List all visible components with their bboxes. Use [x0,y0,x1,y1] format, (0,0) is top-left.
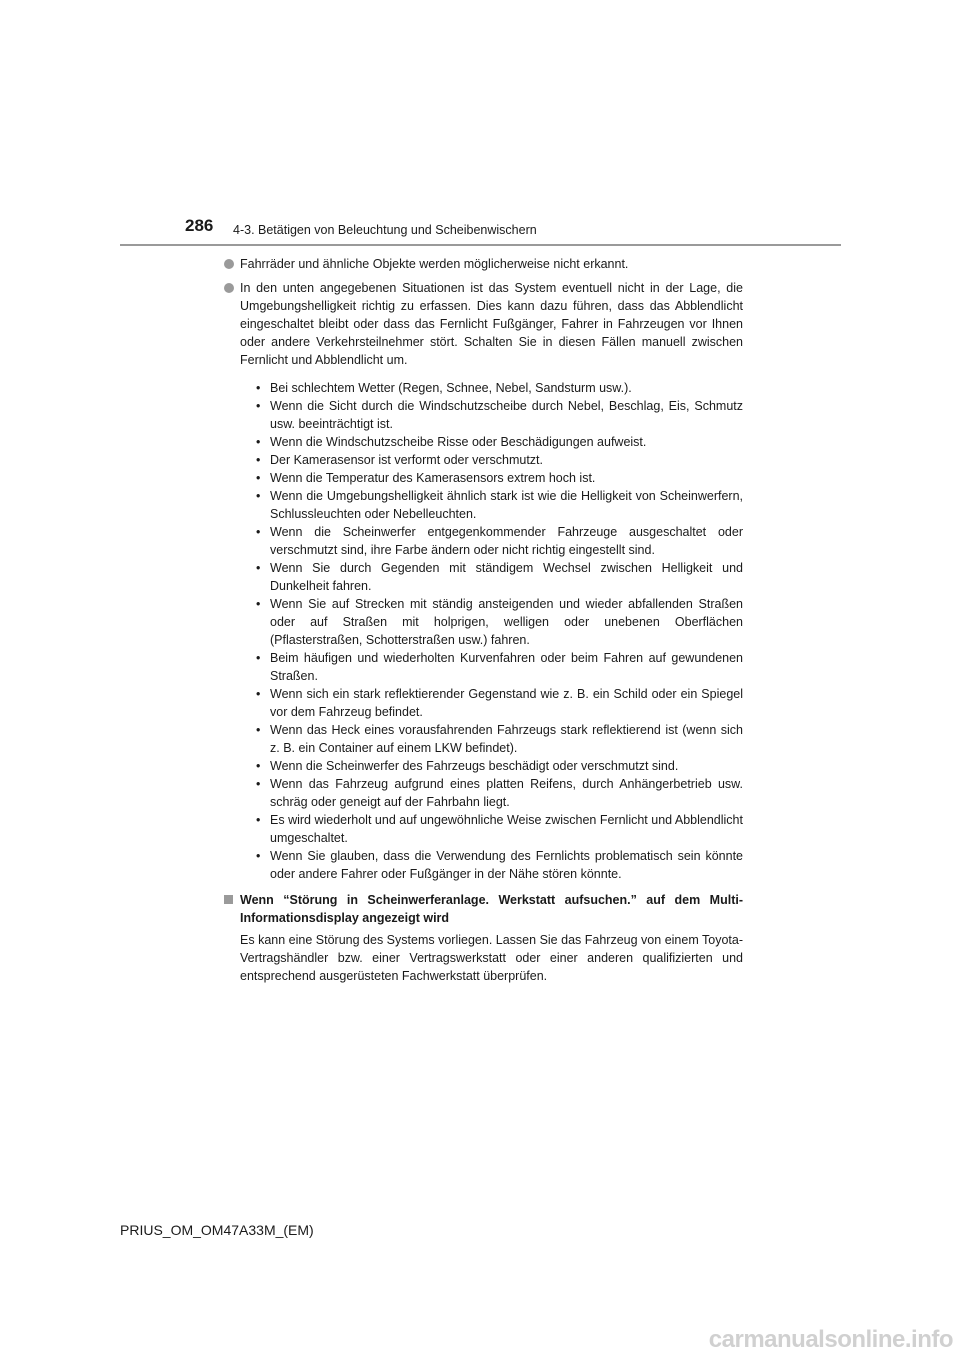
bullet-dot-icon: • [256,399,261,413]
list-item [256,811,743,847]
circle-bullet-icon [224,259,234,269]
section-title: 4-3. Betätigen von Beleuchtung und Scheibenwischern [233,223,537,237]
document-code: PRIUS_OM_OM47A33M_(EM) [120,1222,314,1238]
bullet-dot-icon: • [256,759,261,773]
list-item [256,685,743,721]
list-item-text: Wenn die Scheinwerfer des Fahrzeugs beschädigt oder verschmutzt sind. [270,759,679,773]
note-item [222,255,743,273]
list-item [256,775,743,811]
list-item [256,847,743,883]
list-item-text: Wenn Sie durch Gegenden mit ständigem Wechsel zwischen Helligkeit und Dunkelheit fahren. [270,561,743,593]
list-item [256,523,743,559]
list-item-text: Beim häufigen und wiederholten Kurvenfahren oder beim Fahren auf gewundenen Straßen. [270,651,743,683]
list-item [256,397,743,433]
situation-list [240,379,743,883]
list-item [256,595,743,649]
list-item-text: Wenn Sie auf Strecken mit ständig ansteigenden und wieder abfallenden Straßen oder auf Straßen mit holprigen, welligen oder unebenen Oberflächen (Pflasterstraßen, Schotterstraßen usw.) fahren. [270,597,743,647]
bullet-dot-icon: • [256,525,261,539]
bullet-dot-icon: • [256,813,261,827]
list-item-text: Wenn das Heck eines vorausfahrenden Fahrzeugs stark reflektierend ist (wenn sich z. B. ein Container auf einem LKW befindet). [270,723,743,755]
list-item [256,649,743,685]
list-item-text: Der Kamerasensor ist verformt oder verschmutzt. [270,453,543,467]
list-item [256,451,743,469]
circle-bullet-icon [224,283,234,293]
list-item [256,559,743,595]
list-item-text: Wenn die Temperatur des Kamerasensors extrem hoch ist. [270,471,596,485]
list-item [256,433,743,451]
bullet-dot-icon: • [256,471,261,485]
bullet-dot-icon: • [256,453,261,467]
note-text: Fahrräder und ähnliche Objekte werden möglicherweise nicht erkannt. [240,257,629,271]
bullet-dot-icon: • [256,687,261,701]
list-item-text: Wenn die Sicht durch die Windschutzscheibe durch Nebel, Beschlag, Eis, Schmutz usw. beeinträchtigt ist. [270,399,743,431]
list-item [256,757,743,775]
section-body: Es kann eine Störung des Systems vorliegen. Lassen Sie das Fahrzeug von einem Toyota-Vertragshändler bzw. einer Vertragswerkstatt oder einer anderen qualifizierten und entsprechend ausgerüsteten Fachwerkstatt überprüfen. [240,933,743,983]
list-item-text: Wenn sich ein stark reflektierender Gegenstand wie z. B. ein Schild oder ein Spiegel vor dem Fahrzeug befindet. [270,687,743,719]
list-item-text: Es wird wiederholt und auf ungewöhnliche Weise zwischen Fernlicht und Abblendlicht umgeschaltet. [270,813,743,845]
note-text: In den unten angegebenen Situationen ist das System eventuell nicht in der Lage, die Umgebungshelligkeit richtig zu erfassen. Dies kann dazu führen, dass das Abblendlicht eingeschaltet bleibt oder dass das Fernlicht Fußgänger, Fahrer in Fahrzeugen vor Ihnen oder andere Verkehrsteilnehmer stört. Schalten Sie in diesen Fällen manuell zwischen Fernlicht und Abblendlicht um. [240,281,743,367]
page-content [222,255,743,985]
list-item-text: Bei schlechtem Wetter (Regen, Schnee, Nebel, Sandsturm usw.). [270,381,632,395]
list-item-text: Wenn Sie glauben, dass die Verwendung des Fernlichts problematisch sein könnte oder andere Fahrer oder Fußgänger in der Nähe stören könnte. [270,849,743,881]
warning-section [222,891,743,985]
list-item-text: Wenn das Fahrzeug aufgrund eines platten Reifens, durch Anhängerbetrieb usw. schräg oder geneigt auf der Fahrbahn liegt. [270,777,743,809]
bullet-dot-icon: • [256,849,261,863]
header-divider [120,244,841,246]
list-item [256,379,743,397]
section-heading: Wenn “Störung in Scheinwerferanlage. Werkstatt aufsuchen.” auf dem Multi-Informationsdisplay angezeigt wird [240,893,743,925]
bullet-dot-icon: • [256,777,261,791]
list-item [256,469,743,487]
list-item [256,721,743,757]
bullet-dot-icon: • [256,489,261,503]
watermark: carmanualsonline.info [708,1326,953,1353]
bullet-dot-icon: • [256,597,261,611]
square-bullet-icon [224,895,233,904]
list-item [256,487,743,523]
bullet-dot-icon: • [256,651,261,665]
bullet-dot-icon: • [256,381,261,395]
page-number: 286 [185,216,214,235]
bullet-dot-icon: • [256,723,261,737]
bullet-dot-icon: • [256,561,261,575]
list-item-text: Wenn die Umgebungshelligkeit ähnlich stark ist wie die Helligkeit von Scheinwerfern, Schlussleuchten oder Nebelleuchten. [270,489,743,521]
bullet-dot-icon: • [256,435,261,449]
list-item-text: Wenn die Windschutzscheibe Risse oder Beschädigungen aufweist. [270,435,647,449]
list-item-text: Wenn die Scheinwerfer entgegenkommender Fahrzeuge ausgeschaltet oder verschmutzt sind, ihre Farbe ändern oder nicht richtig eingestellt sind. [270,525,743,557]
note-item [222,279,743,883]
